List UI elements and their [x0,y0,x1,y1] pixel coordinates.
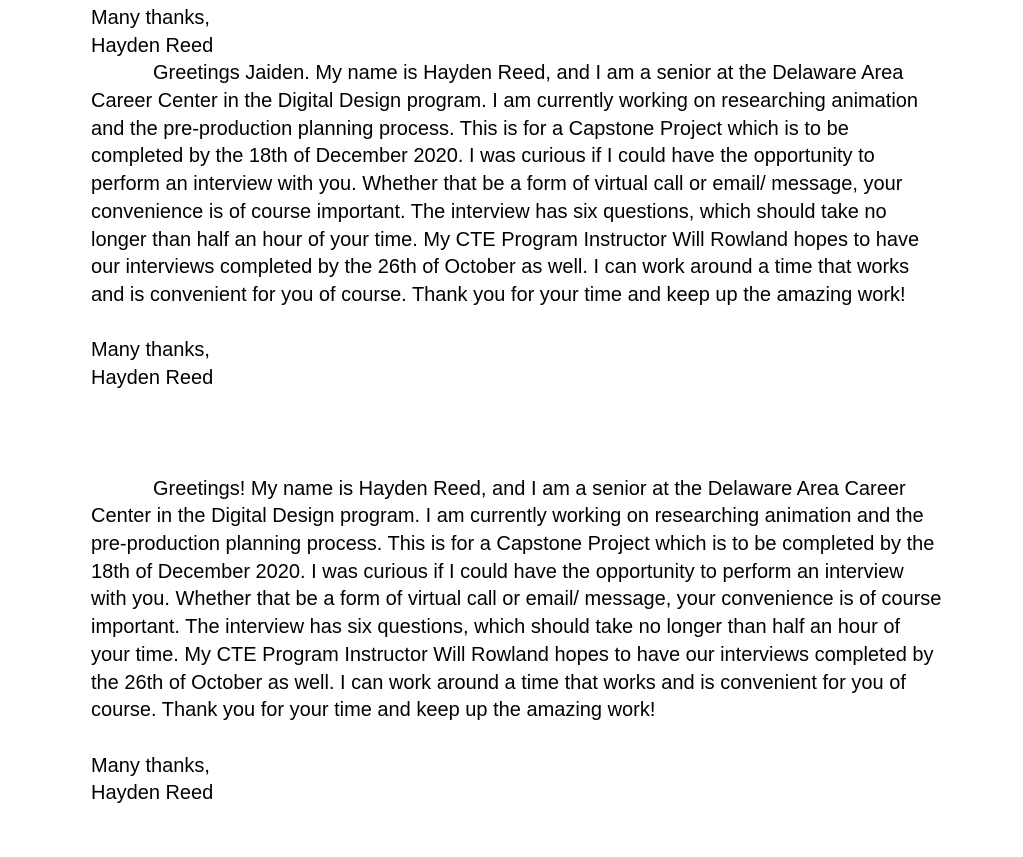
paragraph-line: Greetings! My name is Hayden Reed, and I am a senior at the Delaware Area Career [153,477,906,500]
paragraph-line: and is convenient for you of course. Thank you for your time and keep up the amazing work! [91,283,906,306]
paragraph-jaiden [91,60,1023,309]
signature-block-middle [91,337,1023,392]
paragraph-line: 18th of December 2020. I was curious if I could have the opportunity to perform an interview [91,560,904,583]
paragraph-line: the 26th of October as well. I can work around a time that works and is convenient for you of [91,671,906,694]
paragraph-line: course. Thank you for your time and keep up the amazing work! [91,699,656,722]
paragraph-line: perform an interview with you. Whether that be a form of virtual call or email/ message, your [91,173,903,196]
closing-line: Many thanks, [91,754,210,777]
paragraph-generic [91,476,1023,725]
paragraph-line: important. The interview has six questions, which should take no longer than half an hour of [91,616,900,639]
paragraph-line: convenience is of course important. The interview has six questions, which should take no [91,200,887,223]
paragraph-line: Greetings Jaiden. My name is Hayden Reed, and I am a senior at the Delaware Area [153,62,904,85]
paragraph-line: Center in the Digital Design program. I am currently working on researching animation and the [91,505,924,528]
signature-line: Hayden Reed [91,34,214,57]
paragraph-line: our interviews completed by the 26th of October as well. I can work around a time that works [91,256,910,279]
paragraph-line: completed by the 18th of December 2020. I was curious if I could have the opportunity to [91,145,875,168]
signature-line: Hayden Reed [91,782,214,805]
signature-block-top [91,5,1023,60]
closing-line: Many thanks, [91,339,210,362]
paragraph-line: your time. My CTE Program Instructor Will Rowland hopes to have our interviews completed by [91,643,934,666]
paragraph-line: Career Center in the Digital Design program. I am currently working on researching animation [91,90,919,113]
paragraph-line: and the pre-production planning process. This is for a Capstone Project which is to be [91,117,849,140]
signature-line: Hayden Reed [91,366,214,389]
paragraph-line: with you. Whether that be a form of virtual call or email/ message, your convenience is of course [91,588,942,611]
signature-block-bottom [91,753,1023,808]
paragraph-line: longer than half an hour of your time. My CTE Program Instructor Will Rowland hopes to have [91,228,920,251]
closing-line: Many thanks, [91,7,210,29]
paragraph-line: pre-production planning process. This is for a Capstone Project which is to be completed by the [91,533,935,556]
